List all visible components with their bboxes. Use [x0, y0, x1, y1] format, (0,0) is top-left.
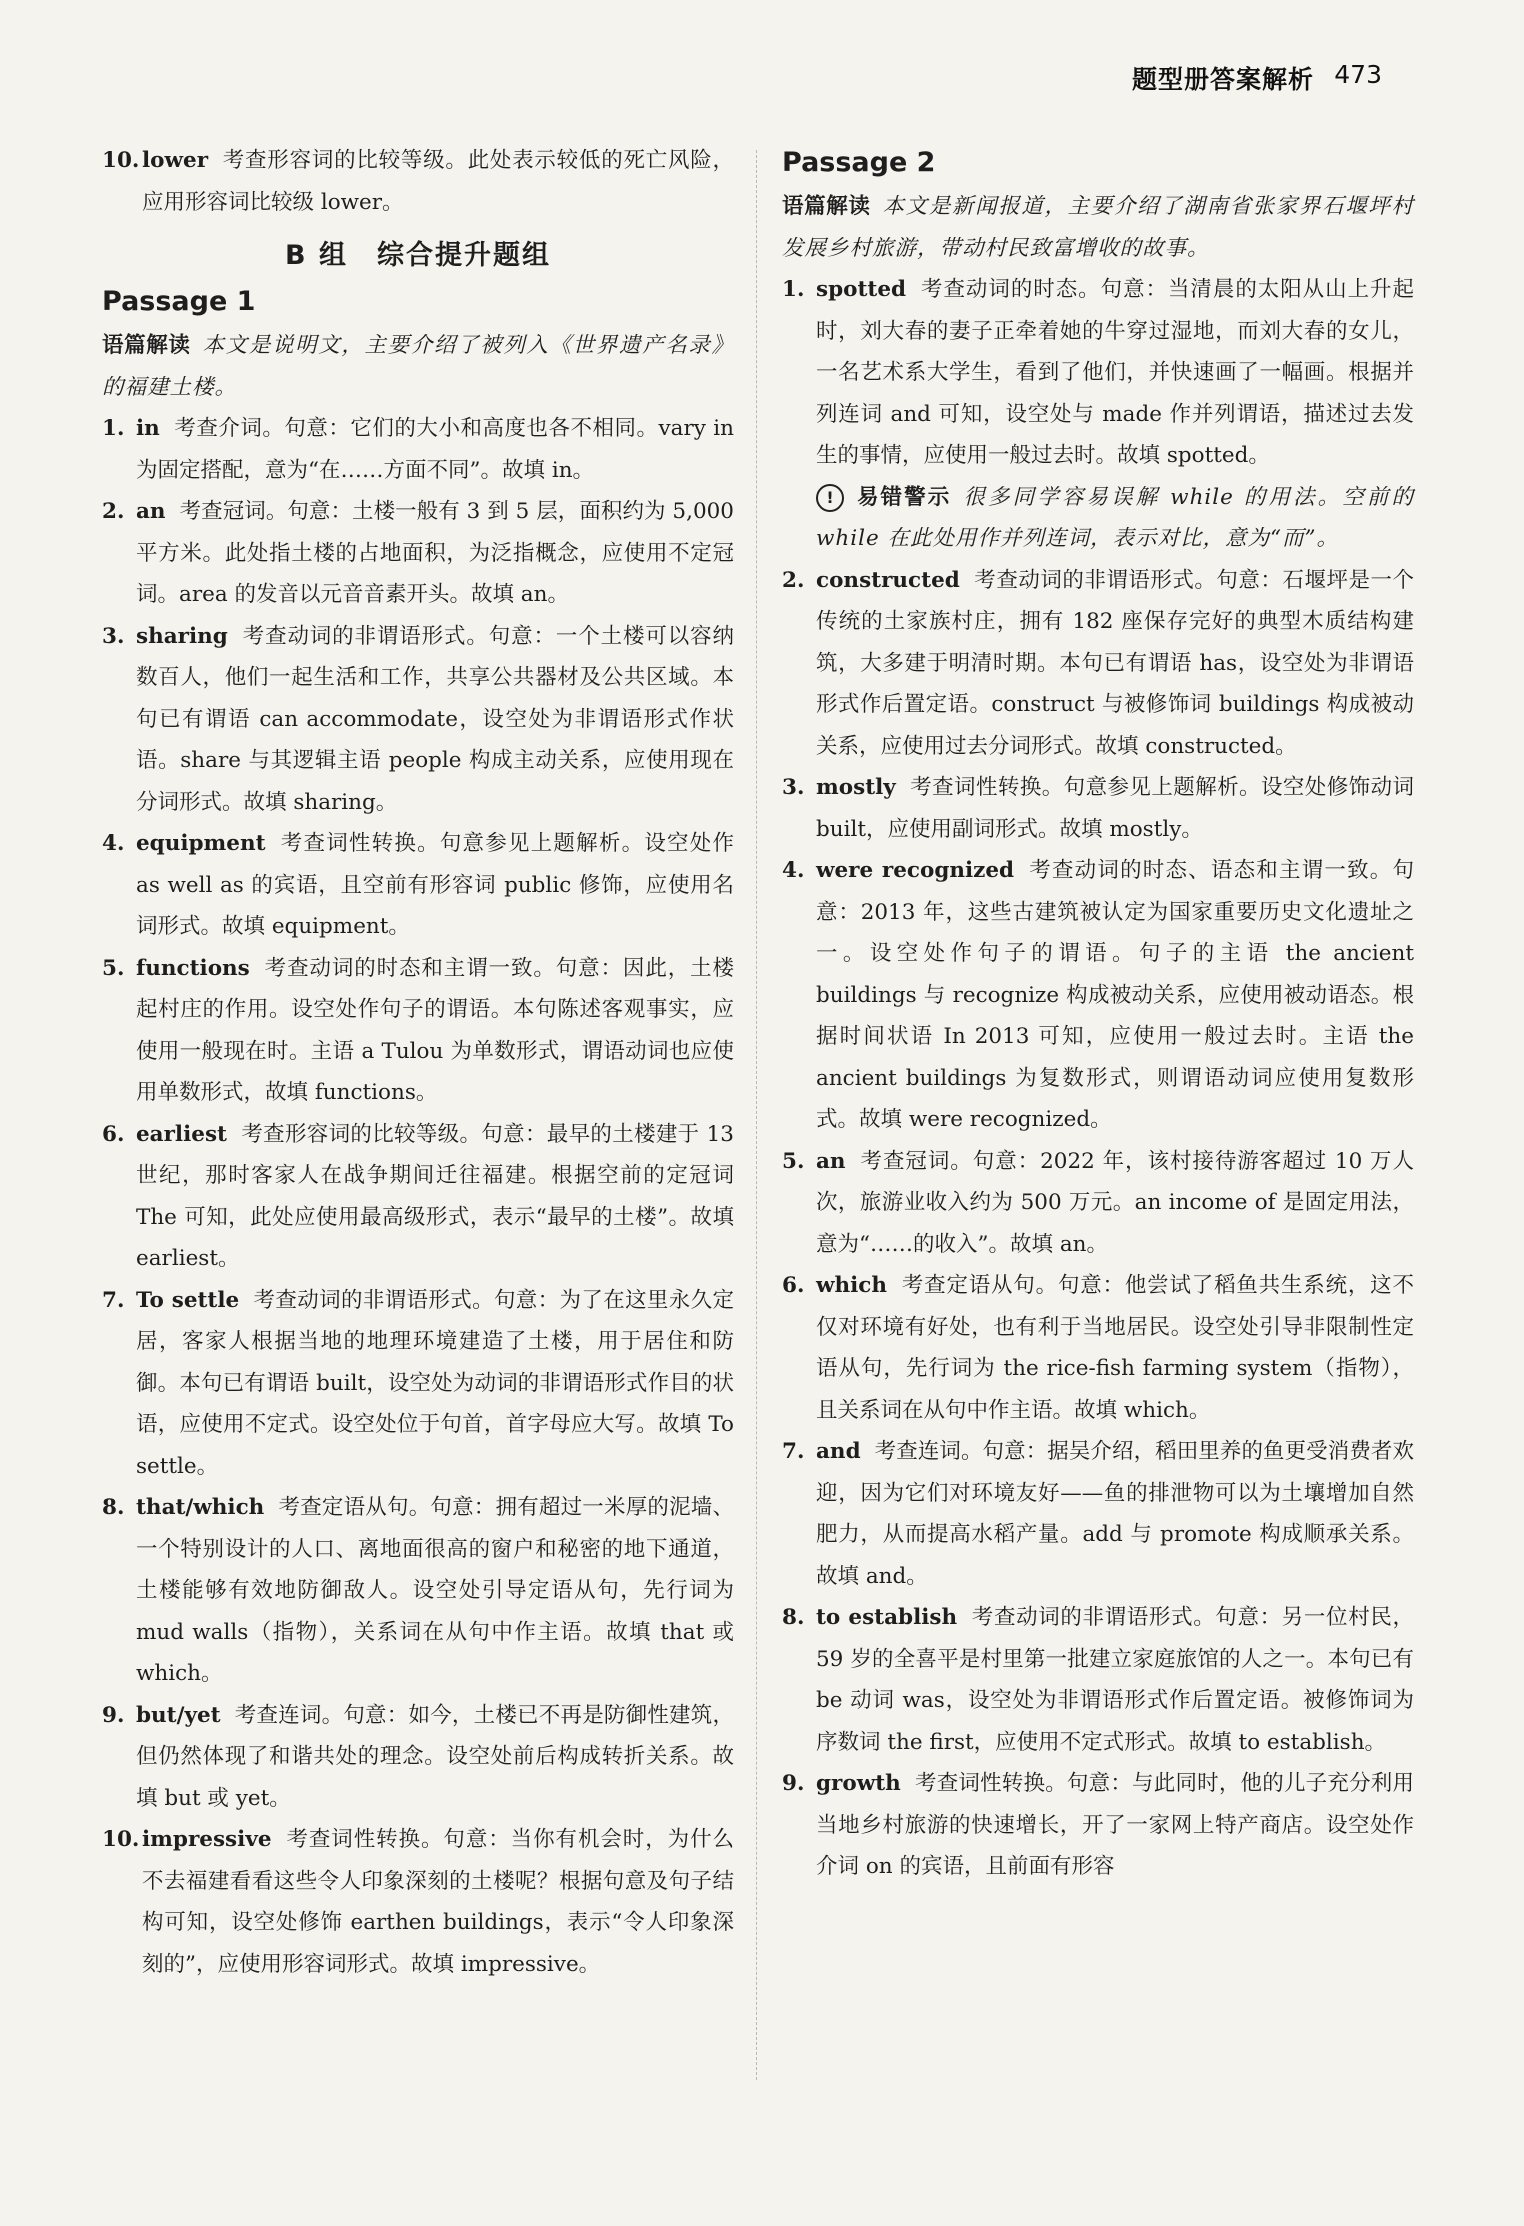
item-number: 4. [102, 831, 125, 856]
item-explanation: 考查动词的非谓语形式。句意：石堰坪是一个传统的土家族村庄，拥有 182 座保存完好的典型木质结构建筑，大多建于明清时期。本句已有谓语 has，设空处为非谓语形式作后置定语。construct 与被修饰词 buildings 构成被动关系，应使用过去分词形式。故填 constructed。 [816, 567, 1414, 759]
item-answer: To settle [136, 1287, 240, 1313]
answer-item [782, 1141, 1414, 1266]
answer-item [782, 1597, 1414, 1763]
answer-item [102, 491, 734, 616]
item-explanation: 考查形容词的比较等级。句意：最早的土楼建于 13 世纪，那时客家人在战争期间迁往福建。根据空前的定冠词 The 可知，此处应使用最高级形式，表示“最早的土楼”。故填 earliest。 [136, 1121, 734, 1271]
answer-item [102, 948, 734, 1114]
item-answer: impressive [142, 1827, 272, 1852]
item-answer: functions [136, 955, 250, 981]
item-explanation: 考查冠词。句意：土楼一般有 3 到 5 层，面积约为 5,000 平方米。此处指土楼的占地面积，为泛指概念，应使用不定冠词。area 的发音以元音音素开头。故填 an。 [136, 499, 734, 607]
item-number: 9. [782, 1771, 805, 1796]
passage-title: Passage 2 [782, 147, 936, 178]
item-explanation: 考查连词。句意：据吴介绍，稻田里养的鱼更受消费者欢迎，因为它们对环境友好——鱼的排泄物可以为土壤增加自然肥力，从而提高水稻产量。add 与 promote 构成顺承关系。故填 and。 [816, 1439, 1414, 1589]
item-number: 5. [102, 955, 125, 981]
item-explanation: 考查介词。句意：它们的大小和高度也各不相同。vary in 为固定搭配，意为“在……方面不同”。故填 in。 [136, 416, 734, 483]
item-number: 7. [102, 1287, 125, 1313]
item-number: 6. [102, 1121, 125, 1147]
right-column [782, 140, 1414, 1888]
item-answer: growth [816, 1771, 901, 1796]
item-answer: earliest [136, 1121, 227, 1147]
item-answer: spotted [816, 277, 907, 302]
item-explanation: 考查动词的非谓语形式。句意：一个土楼可以容纳数百人，他们一起生活和工作，共享公共器材及公共区域。本句已有谓语 can accommodate，设空处为非谓语形式作状语。share 与其逻辑主语 people 构成主动关系，应使用现在分词形式。故填 sharing。 [136, 623, 734, 815]
item-number: 3. [782, 775, 805, 800]
item-answer: lower [142, 148, 209, 173]
answer-item [782, 269, 1414, 477]
item-number: 9. [102, 1702, 125, 1728]
item-explanation: 考查词性转换。句意参见上题解析。设空处作 as well as 的宾语，且空前有形容词 public 修饰，应使用名词形式。故填 equipment。 [136, 831, 734, 939]
answer-item [102, 1695, 734, 1820]
answer-item [102, 140, 734, 223]
item-answer: which [816, 1273, 888, 1298]
answer-item [102, 1114, 734, 1280]
item-answer: an [816, 1148, 846, 1174]
item-number: 1. [102, 416, 125, 441]
item-number: 2. [102, 499, 125, 524]
item-explanation: 考查形容词的比较等级。此处表示较低的死亡风险，应用形容词比较级 lower。 [142, 148, 734, 215]
warning-label: 易错警示 [856, 484, 952, 510]
item-number: 8. [782, 1605, 805, 1630]
answer-item [102, 1280, 734, 1488]
item-number: 8. [102, 1495, 125, 1520]
item-number: 3. [102, 623, 125, 649]
item-answer: but/yet [136, 1702, 221, 1728]
item-number: 1. [782, 277, 805, 302]
item-answer: constructed [816, 567, 960, 593]
answer-item [782, 1431, 1414, 1597]
intro-label: 语篇解读 [102, 333, 191, 358]
item-answer: in [136, 416, 160, 441]
item-explanation: 考查动词的非谓语形式。句意：为了在这里永久定居，客家人根据当地的地理环境建造了土楼，用于居住和防御。本句已有谓语 built，设空处为动词的非谓语形式作目的状语，应使用不定式。设空处位于句首，首字母应大写。故填 To settle。 [136, 1287, 734, 1479]
item-answer: equipment [136, 831, 266, 856]
item-explanation: 考查连词。句意：如今，土楼已不再是防御性建筑，但仍然体现了和谐共处的理念。设空处前后构成转折关系。故填 but 或 yet。 [136, 1702, 734, 1811]
intro-text: 本文是说明文，主要介绍了被列入《世界遗产名录》的福建土楼。 [102, 333, 734, 400]
answer-item [102, 616, 734, 824]
item-number: 10. [102, 1827, 140, 1852]
warning-text: 很多同学容易误解 while 的用法。空前的 while 在此处用作并列连词，表示对比，意为“而”。 [816, 484, 1414, 551]
item-answer: were recognized [816, 858, 1015, 883]
intro-label: 语篇解读 [782, 194, 871, 219]
item-number: 5. [782, 1148, 805, 1174]
item-explanation: 考查动词的时态、语态和主谓一致。句意：2013 年，这些古建筑被认定为国家重要历史文化遗址之一。设空处作句子的谓语。句子的主语 the ancient buildings 与 recognize 构成被动关系，应使用被动语态。根据时间状语 In 2013 可知，应使用一般过去时。主语 the ancient buildings 为复数形式，则谓语动词应使用复数形式。故填 were recognized。 [816, 858, 1414, 1132]
item-answer: to establish [816, 1605, 958, 1630]
item-explanation: 考查冠词。句意：2022 年，该村接待游客超过 10 万人次，旅游业收入约为 500 万元。an income of 是固定用法，意为“……的收入”。故填 an。 [816, 1148, 1414, 1257]
item-number: 2. [782, 567, 805, 593]
item-number: 4. [782, 858, 805, 883]
exclamation-icon: ! [816, 484, 844, 512]
item-explanation: 考查动词的时态。句意：当清晨的太阳从山上升起时，刘大春的妻子正牵着她的牛穿过湿地，而刘大春的女儿，一名艺术系大学生，看到了他们，并快速画了一幅画。根据并列连词 and 可知，设空处与 made 作并列谓语，描述过去发生的事情，应使用一般过去时。故填 spotted。 [816, 277, 1414, 468]
left-column [102, 140, 734, 1985]
item-answer: and [816, 1439, 861, 1464]
answer-item [102, 1819, 734, 1985]
item-explanation: 考查词性转换。句意参见上题解析。设空处修饰动词 built，应使用副词形式。故填 mostly。 [816, 775, 1414, 842]
item-explanation: 考查动词的非谓语形式。句意：另一位村民，59 岁的全喜平是村里第一批建立家庭旅馆的人之一。本句已有 be 动词 was，设空处为非谓语形式作后置定语。被修饰词为序数词 the first，应使用不定式形式。故填 to establish。 [816, 1605, 1414, 1755]
passage-intro [102, 325, 734, 408]
section-title: B 组 综合提升题组 [285, 240, 551, 271]
answer-item [102, 823, 734, 948]
answer-item [782, 560, 1414, 768]
item-number: 10. [102, 148, 140, 173]
item-answer: mostly [816, 775, 896, 800]
item-answer: that/which [136, 1495, 265, 1520]
answer-item [782, 767, 1414, 850]
error-warning-note [782, 477, 1414, 560]
item-explanation: 考查词性转换。句意：当你有机会时，为什么不去福建看看这些令人印象深刻的土楼呢？根据句意及句子结构可知，设空处修饰 earthen buildings，表示“令人印象深刻的”，应使用形容词形式。故填 impressive。 [142, 1827, 734, 1977]
passage-title: Passage 1 [102, 286, 256, 317]
answer-item [782, 1265, 1414, 1431]
item-number: 7. [782, 1439, 805, 1464]
answer-item [102, 408, 734, 491]
passage-intro [782, 186, 1414, 269]
page-header [0, 56, 1524, 96]
answer-item [102, 1487, 734, 1695]
item-explanation: 考查动词的时态和主谓一致。句意：因此，土楼起村庄的作用。设空处作句子的谓语。本句陈述客观事实，应使用一般现在时。主语 a Tulou 为单数形式，谓语动词也应使用单数形式，故填 functions。 [136, 955, 734, 1105]
page-number: 473 [1334, 60, 1382, 89]
item-answer: sharing [136, 623, 228, 649]
header-title: 题型册答案解析 [1131, 65, 1314, 94]
item-answer: an [136, 499, 166, 524]
item-explanation: 考查词性转换。句意：与此同时，他的儿子充分利用当地乡村旅游的快速增长，开了一家网上特产商店。设空处作介词 on 的宾语，且前面有形容 [816, 1771, 1414, 1879]
answer-item [782, 1763, 1414, 1888]
column-divider [756, 150, 757, 2080]
intro-text: 本文是新闻报道，主要介绍了湖南省张家界石堰坪村发展乡村旅游，带动村民致富增收的故事。 [782, 194, 1414, 261]
item-explanation: 考查定语从句。句意：拥有超过一米厚的泥墙、一个特别设计的人口、离地面很高的窗户和秘密的地下通道，土楼能够有效地防御敌人。设空处引导定语从句，先行词为 mud walls（指物），关系词在从句中作主语。故填 that 或 which。 [136, 1495, 734, 1686]
item-number: 6. [782, 1273, 805, 1298]
answer-item [782, 850, 1414, 1141]
item-explanation: 考查定语从句。句意：他尝试了稻鱼共生系统，这不仅对环境有好处，也有利于当地居民。设空处引导非限制性定语从句，先行词为 the rice-fish farming system（指物），且关系词在从句中作主语。故填 which。 [816, 1273, 1414, 1423]
